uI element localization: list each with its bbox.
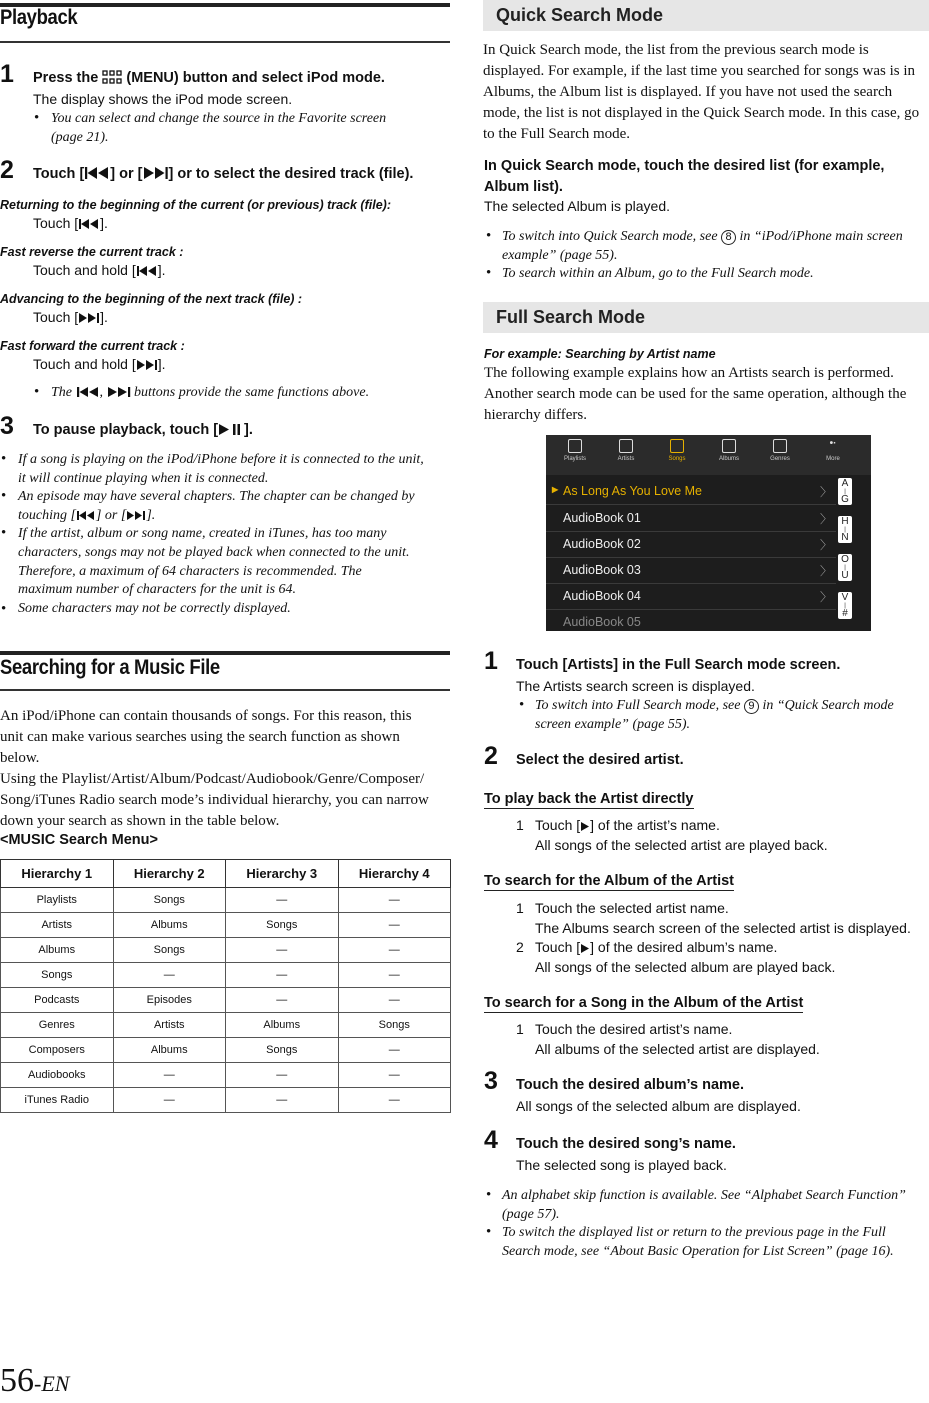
now-playing-icon: ▶	[552, 485, 559, 494]
artists-icon	[619, 439, 633, 453]
full-step-4-heading: Touch the desired song’s name.	[516, 1136, 736, 1152]
table-row	[1, 988, 451, 1013]
full-search-banner: Full Search Mode	[483, 302, 929, 333]
chevron-right-icon: 〉	[819, 590, 832, 604]
genres-icon	[773, 439, 787, 453]
previous-track-icon	[76, 386, 100, 398]
next-track-icon	[107, 386, 131, 398]
alpha-skip-hn[interactable]: H | N	[838, 516, 852, 543]
table-cell: Podcasts	[1, 988, 114, 1013]
table-header: Hierarchy 4	[338, 860, 451, 888]
table-header: Hierarchy 1	[1, 860, 114, 888]
next-track-icon	[78, 312, 100, 324]
screen-list-item[interactable]: AudioBook 04 〉	[546, 584, 836, 610]
next-track-icon	[136, 359, 158, 371]
table-cell: Genres	[1, 1013, 114, 1038]
quick-search-instruction: In Quick Search mode, touch the desired list (for example, Album list).	[484, 158, 885, 195]
sec-search-song-heading: To search for a Song in the Album of the Artist	[484, 995, 804, 1011]
tab-albums[interactable]: Albums	[710, 439, 748, 462]
full-step-4-desc: The selected song is played back.	[516, 1157, 727, 1173]
previous-track-icon	[136, 265, 158, 277]
playback-notes: If a song is playing on the iPod/iPhone before it is connected to the unit, it will continue playing when it is connected. An episode may have several chapters. The chapter can be changed by touching [ ] or [ ]. If the artist, album or song name, created in iTunes, has too many characters, songs may not be played back when connected to the unit. Therefore, a maximum of 64 characters is recommended. The maximum number of characters for the unit is 64. Some characters may not be correctly displayed.	[18, 452, 424, 616]
next-track-icon	[126, 510, 146, 521]
searching-title: Searching for a Music File	[0, 656, 220, 679]
buttons-note: The , buttons provide the same functions above.	[51, 385, 370, 400]
full-step-2-heading: Select the desired artist.	[516, 752, 684, 768]
table-cell: —	[338, 913, 451, 938]
music-search-menu-label: <MUSIC Search Menu>	[0, 832, 158, 848]
table-row	[1, 963, 451, 988]
op-label-rewind: Fast reverse the current track :	[0, 245, 184, 259]
playlists-icon	[568, 439, 582, 453]
table-row	[1, 1013, 451, 1038]
table-cell: Songs	[226, 1038, 339, 1063]
screen-list-item[interactable]: AudioBook 03 〉	[546, 558, 836, 584]
op-label-return: Returning to the beginning of the current (or previous) track (file):	[0, 198, 391, 212]
table-cell: —	[338, 938, 451, 963]
sec-play-artist-num: 1	[516, 817, 524, 833]
table-cell: —	[226, 938, 339, 963]
quick-search-note-1: To switch into Quick Search mode, see 8 in “iPod/iPhone main screen example” (page 55).	[502, 229, 903, 263]
table-cell: Songs	[338, 1013, 451, 1038]
bullet: •	[1, 451, 7, 467]
step-3-number: 3	[0, 412, 14, 440]
step-1-desc: The display shows the iPod mode screen.	[33, 91, 293, 107]
table-cell: Songs	[113, 888, 226, 913]
op-label-next: Advancing to the beginning of the next track (file) :	[0, 292, 303, 306]
op-action-return: Touch [ ].	[33, 215, 108, 231]
table-cell: —	[338, 963, 451, 988]
full-step-4-number: 4	[484, 1126, 498, 1154]
screen-list-item[interactable]: AudioBook 01 〉	[546, 506, 836, 532]
bullet: •	[486, 228, 492, 244]
table-cell: Playlists	[1, 888, 114, 913]
sec-search-album-num-1: 1	[516, 900, 524, 916]
bullet: •	[1, 601, 7, 617]
table-cell: Composers	[1, 1038, 114, 1063]
table-cell: Audiobooks	[1, 1063, 114, 1088]
op-action-next: Touch [ ].	[33, 309, 108, 325]
op-action-ff: Touch and hold [ ].	[33, 356, 166, 372]
menu-grid-icon	[102, 70, 122, 84]
screen-list-item[interactable]: AudioBook 02 〉	[546, 532, 836, 558]
artists-button-label: Artists	[567, 657, 614, 673]
page-number: 56-EN	[0, 1362, 70, 1399]
full-step-1-desc: The Artists search screen is displayed.	[516, 678, 755, 694]
op-action-rewind: Touch and hold [ ].	[33, 262, 166, 278]
sec-search-song-num-1: 1	[516, 1021, 524, 1037]
tab-songs[interactable]: Songs	[658, 439, 696, 462]
play-icon	[580, 821, 590, 832]
chevron-right-icon: 〉	[819, 512, 832, 526]
table-cell: —	[226, 888, 339, 913]
step-1-note: You can select and change the source in the Favorite screen (page 21).	[51, 111, 387, 145]
tab-artists[interactable]: Artists	[607, 439, 645, 462]
bullet: •	[1, 488, 7, 504]
op-label-ff: Fast forward the current track :	[0, 339, 185, 353]
step-3-heading: To pause playback, touch [ ].	[33, 422, 253, 438]
alpha-skip-v[interactable]: V | #	[838, 592, 852, 619]
full-step-1-note: To switch into Full Search mode, see 9 in “Quick Search mode screen example” (page 55).	[535, 698, 894, 732]
table-cell: Artists	[1, 913, 114, 938]
previous-track-icon	[78, 218, 100, 230]
table-cell: Songs	[226, 913, 339, 938]
table-row	[1, 913, 451, 938]
step-1-heading: Press the (MENU) button and select iPod mode.	[33, 70, 385, 86]
table-cell: Songs	[1, 963, 114, 988]
sec-search-album-step-1: Touch the selected artist name. The Albums search screen of the selected artist is displayed.	[535, 900, 911, 936]
sec-search-album-heading: To search for the Album of the Artist	[484, 873, 735, 889]
full-search-screenshot	[546, 435, 871, 631]
sec-search-album-step-2: Touch [ ] of the desired album’s name. All songs of the selected album are played back.	[535, 939, 836, 975]
table-cell: Albums	[113, 1038, 226, 1063]
table-cell: Artists	[113, 1013, 226, 1038]
table-cell: —	[226, 1088, 339, 1113]
full-step-1-number: 1	[484, 647, 498, 675]
sec-play-artist-step: Touch [ ] of the artist’s name. All songs of the selected artist are played back.	[535, 817, 828, 853]
full-step-3-number: 3	[484, 1067, 498, 1095]
sec-search-song-step-1: Touch the desired artist’s name. All albums of the selected artist are displayed.	[535, 1021, 820, 1057]
full-step-3-desc: All songs of the selected album are displayed.	[516, 1098, 801, 1114]
previous-track-icon	[76, 510, 96, 521]
quick-search-banner: Quick Search Mode	[483, 0, 929, 31]
bullet: •	[1, 525, 7, 541]
full-step-2-number: 2	[484, 742, 498, 770]
table-cell: —	[338, 888, 451, 913]
searching-intro: An iPod/iPhone can contain thousands of songs. For this reason, this unit can make various searches using the search function as shown below. Using the Playlist/Artist/Album/Podcast/Audiobook/Genre/Composer/ Song/iTunes Radio search mode’s individual hierarchy, you can narrow down your search as shown in the table below.	[0, 708, 429, 829]
table-cell: —	[113, 963, 226, 988]
table-row	[1, 1063, 451, 1088]
table-cell: —	[226, 1063, 339, 1088]
table-cell: Episodes	[113, 988, 226, 1013]
bullet: •	[34, 110, 40, 126]
bullet: •	[486, 265, 492, 281]
full-search-body: The following example explains how an Artists search is performed. Another search mode can be used for the same operation, although the hierarchy differs.	[484, 365, 907, 423]
bullet: •	[486, 1187, 492, 1203]
search-hierarchy-table	[0, 859, 451, 1113]
table-header: Hierarchy 3	[226, 860, 339, 888]
section-rule-top	[0, 651, 450, 655]
songs-icon	[670, 439, 684, 453]
full-search-notes: An alphabet skip function is available. See “Alphabet Search Function” (page 57). To switch the displayed list or return to the previous page in the Full Search mode, see “About Basic Operation for List Screen” (page 16).	[502, 1188, 906, 1259]
step-1-number: 1	[0, 60, 14, 88]
step-2-heading: Touch [ ] or [ ] or to select the desired track (file).	[33, 166, 414, 182]
quick-search-body: In Quick Search mode, the list from the previous search mode is displayed. For example, if the last time you searched for songs was is in Albums, the Album list is displayed. If you have not used the search mode, the list is not displayed in the Quick Search mode. In this case, go to the Full Search mode.	[483, 42, 920, 142]
table-cell: —	[338, 1063, 451, 1088]
chevron-right-icon: 〉	[819, 538, 832, 552]
play-icon	[580, 943, 590, 954]
table-cell: —	[226, 963, 339, 988]
table-cell: —	[113, 1088, 226, 1113]
quick-search-desc: The selected Album is played.	[484, 198, 670, 214]
alpha-skip-ag[interactable]: A | G	[838, 478, 852, 505]
section-rule-bottom	[0, 689, 450, 691]
full-step-3-heading: Touch the desired album’s name.	[516, 1077, 745, 1093]
callout-9: 9	[744, 699, 759, 714]
table-cell: —	[338, 1088, 451, 1113]
albums-icon	[722, 439, 736, 453]
table-cell: iTunes Radio	[1, 1088, 114, 1113]
full-search-example-label: For example: Searching by Artist name	[484, 347, 716, 361]
step-2-number: 2	[0, 156, 14, 184]
playback-title: Playback	[0, 6, 78, 29]
tab-genres[interactable]: Genres	[761, 439, 799, 462]
table-header: Hierarchy 2	[113, 860, 226, 888]
tab-more[interactable]: •· More	[826, 438, 840, 462]
table-row	[1, 1038, 451, 1063]
screen-list-item[interactable]: ▶ As Long As You Love Me 〉	[546, 479, 836, 505]
quick-search-note-2: To search within an Album, go to the Full Search mode.	[502, 266, 814, 281]
table-cell: —	[338, 988, 451, 1013]
callout-8: 8	[721, 230, 736, 245]
chevron-right-icon: 〉	[819, 564, 832, 578]
full-step-1-heading: Touch [Artists] in the Full Search mode screen.	[516, 657, 841, 673]
sec-search-album-num-2: 2	[516, 939, 524, 955]
alpha-skip-ou[interactable]: O | U	[838, 554, 852, 581]
table-row	[1, 1088, 451, 1113]
screen-list-item[interactable]: AudioBook 05	[546, 610, 836, 631]
table-row	[1, 938, 451, 963]
bullet: •	[486, 1224, 492, 1240]
previous-track-icon	[84, 166, 110, 180]
table-cell: —	[338, 1038, 451, 1063]
table-cell: Albums	[113, 913, 226, 938]
bullet: •	[519, 697, 525, 713]
table-cell: Songs	[113, 938, 226, 963]
sec-play-artist-heading: To play back the Artist directly	[484, 791, 694, 807]
table-cell: Albums	[1, 938, 114, 963]
chevron-right-icon: 〉	[819, 485, 832, 499]
tab-playlists[interactable]: Playlists	[556, 439, 594, 462]
table-cell: —	[113, 1063, 226, 1088]
table-cell: —	[226, 988, 339, 1013]
title-rule	[0, 41, 450, 43]
bullet: •	[34, 384, 40, 400]
table-row	[1, 888, 451, 913]
more-icon: •·	[829, 438, 837, 449]
screen-tab-bar	[546, 435, 871, 475]
play-pause-icon	[218, 423, 244, 436]
table-cell: Albums	[226, 1013, 339, 1038]
next-track-icon	[143, 166, 169, 180]
